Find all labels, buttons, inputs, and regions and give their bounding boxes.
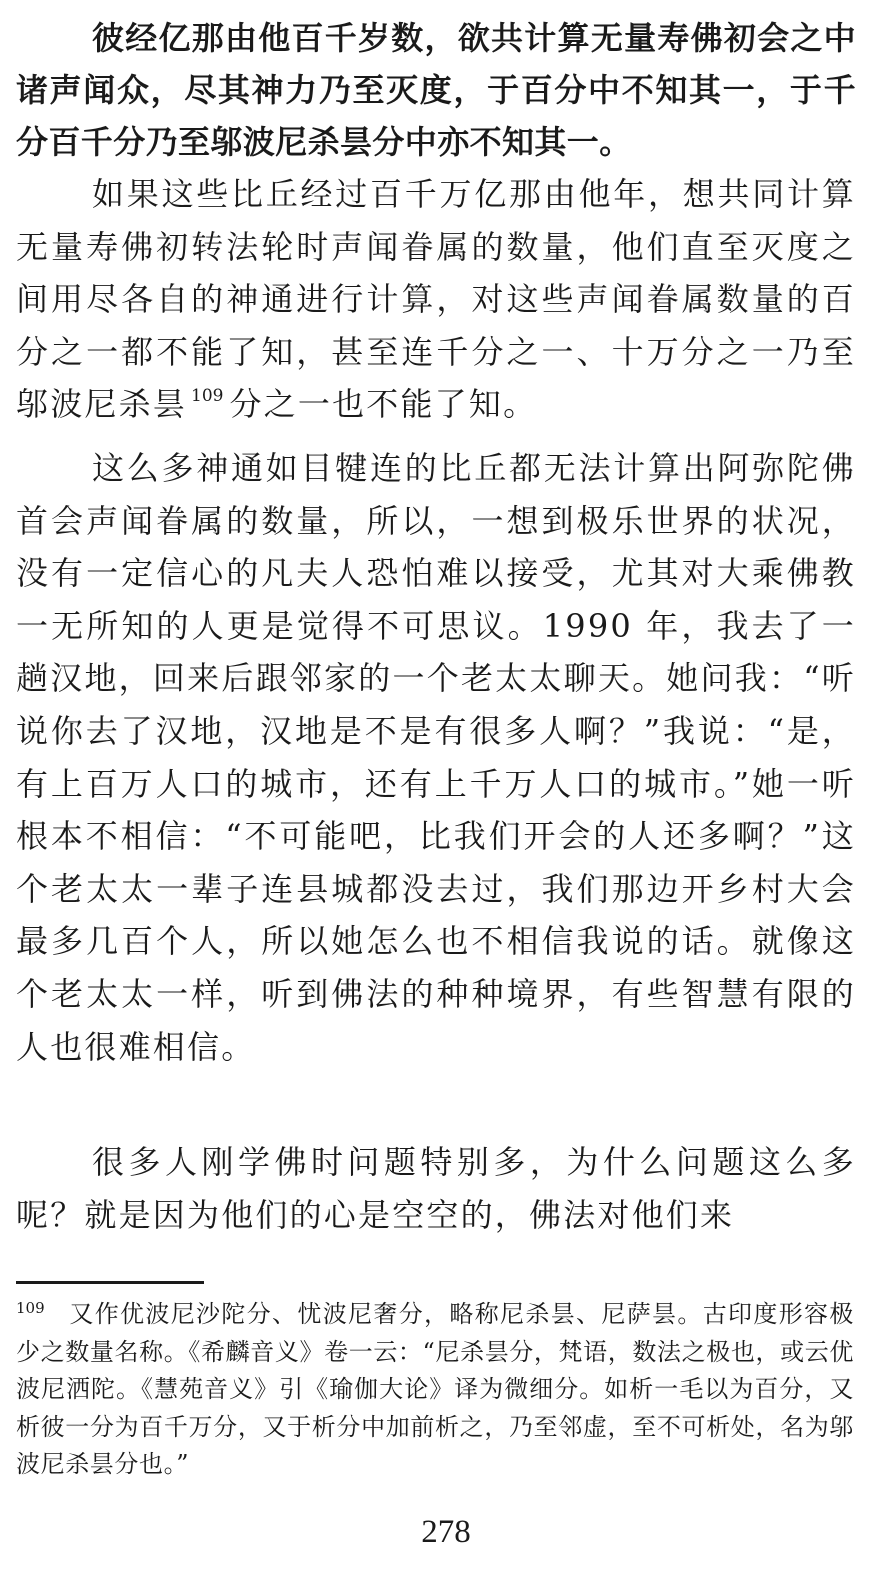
footnote-mark: 109 — [16, 1299, 45, 1317]
footnote-text: 又作优波尼沙陀分、忧波尼奢分，略称尼杀昙、尼萨昙。古印度形容极少之数量名称。《希麟音义》卷一云：“尼杀昙分，梵语，数法之极也，或云优波尼洒陀。《慧苑音义》引《瑜伽大论》译为微细分。如析一毛以为百分，又析彼一分为百千万分，又于析分中加前析之，乃至邻虚，至不可析处，名为邬波尼杀昙分也。” — [16, 1300, 854, 1478]
explanation-paragraph-3: 很多人刚学佛时问题特别多，为什么问题这么多呢？就是因为他们的心是空空的，佛法对他们来 — [16, 1143, 856, 1234]
quoted-sutra-paragraph: 彼经亿那由他百千岁数，欲共计算无量寿佛初会之中诸声闻众，尽其神力乃至灭度，于百分中不知其一，于千分百千分乃至邬波尼杀昙分中亦不知其一。 — [16, 19, 856, 161]
explanation-paragraph-1 — [16, 168, 856, 431]
paragraph-text: 如果这些比丘经过百千万亿那由他年，想共同计算无量寿佛初转法轮时声闻眷属的数量，他们直至灭度之间用尽各自的神通进行计算，对这些声闻眷属数量的百分之一都不能了知，甚至连千分之一、十万分之一乃至邬波尼杀昙 — [16, 175, 856, 424]
footnote — [16, 1296, 854, 1484]
explanation-paragraph-2: 这么多神通如目犍连的比丘都无法计算出阿弥陀佛首会声闻眷属的数量，所以，一想到极乐世界的状况，没有一定信心的凡夫人恐怕难以接受，尤其对大乘佛教一无所知的人更是觉得不可思议。1990 年，我去了一趟汉地，回来后跟邻家的一个老太太聊天。她问我：“听说你去了汉地，汉地是不是有很多人啊？”我说：“是，有上百万人口的城市，还有上千万人口的城市。”她一听根本不相信：“不可能吧，比我们开会的人还多啊？”这个老太太一辈子连县城都没去过，我们那边开乡村大会最多几百个人，所以她怎么也不相信我说的话。就像这个老太太一样，听到佛法的种种境界，有些智慧有限的人也很难相信。 — [16, 449, 856, 1066]
page-number: 278 — [421, 1514, 471, 1550]
footnote-reference[interactable]: 109 — [191, 386, 224, 407]
footnote-divider — [16, 1281, 204, 1284]
paragraph-text: 分之一也不能了知。 — [229, 385, 538, 424]
